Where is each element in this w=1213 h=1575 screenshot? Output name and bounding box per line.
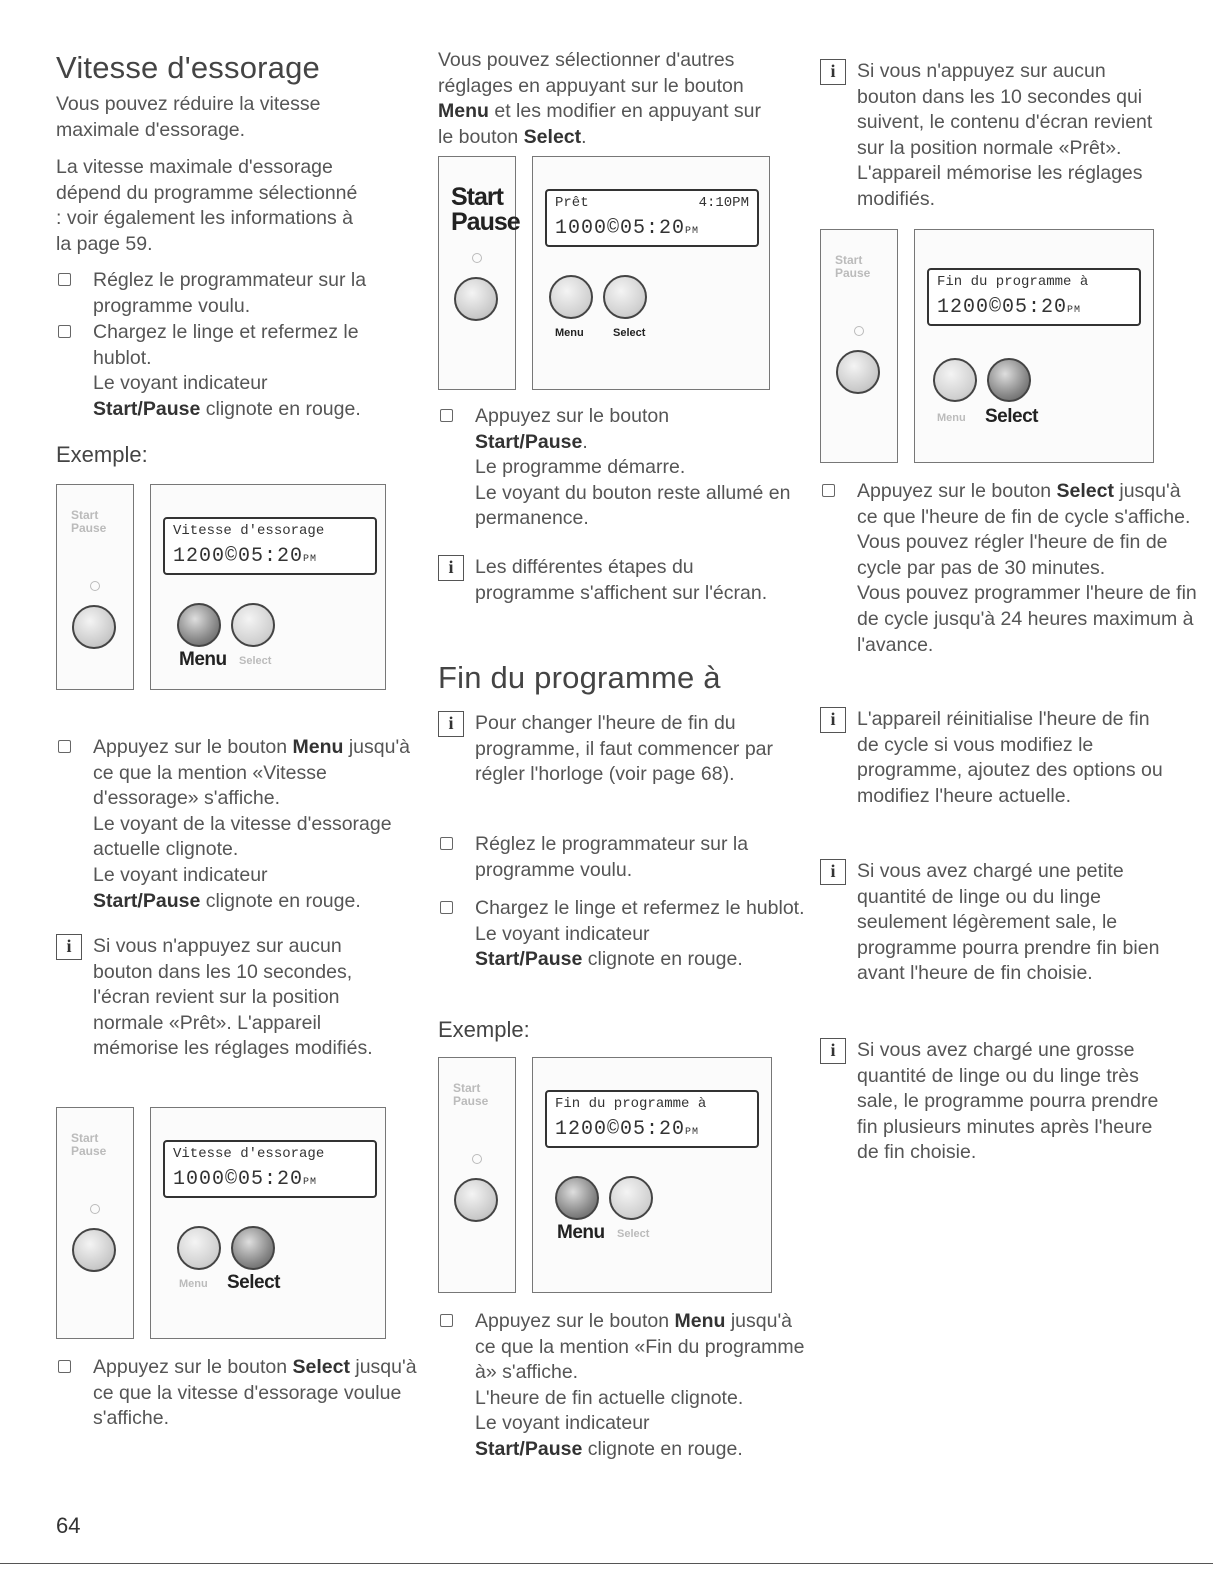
step-text: Le programme démarre. bbox=[475, 456, 686, 479]
select-label: Select bbox=[239, 655, 272, 667]
display-panel-illustration bbox=[438, 156, 770, 390]
info-note bbox=[820, 1038, 1167, 1166]
display-area bbox=[150, 1107, 386, 1339]
display-panel-illustration bbox=[820, 229, 1154, 463]
start-pause-button bbox=[454, 1178, 498, 1222]
checkbox-icon bbox=[58, 325, 71, 338]
select-label: Select bbox=[227, 1272, 280, 1293]
bold-term: Start/Pause bbox=[475, 948, 583, 971]
start-pause-label: Start Pause bbox=[451, 183, 520, 236]
select-label: Select bbox=[613, 327, 646, 339]
display-panel-illustration bbox=[56, 484, 386, 690]
checkbox-icon bbox=[822, 484, 835, 497]
lcd-screen bbox=[163, 517, 377, 575]
start-pause-label: Start Pause bbox=[453, 1081, 489, 1108]
step-item bbox=[438, 1309, 815, 1463]
example-label: Exemple: bbox=[56, 442, 148, 467]
step-text: clignote en rouge. bbox=[205, 889, 361, 912]
bold-term: Menu bbox=[292, 736, 344, 758]
info-icon: i bbox=[56, 934, 82, 960]
lcd-screen bbox=[927, 268, 1141, 326]
checkbox-icon bbox=[58, 1360, 71, 1373]
info-icon: i bbox=[820, 859, 846, 885]
step-text: clignote en rouge. bbox=[587, 1437, 743, 1460]
select-label: Select bbox=[617, 1228, 650, 1240]
menu-button bbox=[177, 1226, 221, 1270]
lcd-line-2: 1200©05:20PM bbox=[937, 296, 1082, 319]
checkbox-icon bbox=[58, 740, 71, 753]
checkbox-icon bbox=[440, 837, 453, 850]
select-button bbox=[609, 1176, 653, 1220]
step-text: Le voyant de la vitesse d'essorage actuelle clignote. bbox=[93, 812, 392, 861]
step-text: L'heure de fin actuelle clignote. bbox=[475, 1386, 744, 1409]
paragraph: La vitesse maximale d'essorage dépend du programme sélectionné : voir également les informations à la page 59. bbox=[56, 156, 358, 255]
step-text: Chargez le linge et refermez le hublot. bbox=[93, 321, 359, 369]
step-item bbox=[438, 896, 805, 973]
info-text: L'appareil réinitialise l'heure de fin de cycle si vous modifiez le programme, ajoutez des options ou modifiez l'heure actuelle. bbox=[857, 708, 1163, 807]
led-icon bbox=[854, 326, 864, 336]
checkbox-icon bbox=[440, 901, 453, 914]
checkbox-icon bbox=[440, 409, 453, 422]
lcd-line-2: 1200©05:20PM bbox=[173, 545, 318, 568]
lcd-screen bbox=[545, 1090, 759, 1148]
start-pause-label: Start Pause bbox=[71, 1131, 107, 1158]
select-button bbox=[231, 1226, 275, 1270]
step-item bbox=[56, 320, 413, 422]
checkbox-icon bbox=[440, 1314, 453, 1327]
display-area bbox=[532, 156, 770, 390]
start-pause-panel bbox=[56, 1107, 134, 1339]
lcd-screen bbox=[545, 189, 759, 247]
start-pause-label: Start Pause bbox=[71, 508, 107, 535]
info-text: Les différentes étapes du programme s'affichent sur l'écran. bbox=[475, 556, 768, 604]
bold-term: Start/Pause bbox=[475, 1437, 583, 1460]
info-icon: i bbox=[820, 59, 846, 85]
start-pause-button bbox=[72, 605, 116, 649]
menu-button bbox=[177, 603, 221, 647]
start-pause-panel bbox=[56, 484, 134, 690]
info-text: Si vous n'appuyez sur aucun bouton dans les 10 secondes qui suivent, le contenu d'écran revient sur la position normale «Prêt». L'appareil mémorise les réglages modifiés. bbox=[857, 60, 1153, 210]
start-pause-panel bbox=[438, 156, 520, 390]
info-text: Pour changer l'heure de fin du programme, il faut commencer par régler l'horloge (voir page 68). bbox=[475, 712, 774, 786]
lcd-line-1: Vitesse d'essorage bbox=[173, 523, 325, 539]
display-area bbox=[150, 484, 386, 690]
step-text: Le voyant indicateur bbox=[475, 1412, 650, 1435]
step-item: Appuyez sur le bouton Start/Pause. Le programme démarre. Le voyant du bouton reste allumé en permanence. bbox=[438, 404, 805, 532]
start-pause-button bbox=[454, 277, 498, 321]
bold-term: Menu bbox=[674, 1310, 726, 1332]
section-title-fin-programme: Fin du programme à bbox=[438, 660, 721, 695]
step-item bbox=[56, 1355, 423, 1432]
lcd-screen bbox=[163, 1140, 377, 1198]
lcd-time: 4:10PM bbox=[698, 195, 749, 211]
select-button bbox=[603, 275, 647, 319]
start-pause-label: Start Pause bbox=[835, 253, 871, 280]
step-item bbox=[820, 479, 1202, 658]
info-note bbox=[820, 707, 1167, 809]
lcd-line-1: Fin du programme à bbox=[937, 274, 1089, 290]
display-panel-illustration bbox=[56, 1107, 386, 1339]
step-text: Réglez le programmateur sur la programme voulu. bbox=[475, 833, 749, 881]
display-area bbox=[914, 229, 1154, 463]
step-item bbox=[56, 268, 413, 319]
step-text: Le voyant du bouton reste allumé en permanence. bbox=[475, 481, 791, 530]
led-icon bbox=[472, 1154, 482, 1164]
step-text: jusqu'à ce que la vitesse d'essorage voulue s'affiche. bbox=[93, 1356, 417, 1430]
menu-label: Menu bbox=[179, 1278, 208, 1290]
menu-label: Menu bbox=[557, 1222, 605, 1243]
paragraph: Vous pouvez réduire la vitesse maximale d'essorage. bbox=[56, 93, 321, 141]
step-text: Appuyez sur le bouton bbox=[475, 1310, 670, 1332]
bold-term: Start/Pause bbox=[93, 889, 201, 912]
select-button bbox=[231, 603, 275, 647]
menu-button bbox=[549, 275, 593, 319]
lcd-line-1: Fin du programme à bbox=[555, 1096, 707, 1112]
lcd-line-2: 1000©05:20PM bbox=[555, 217, 700, 240]
info-text: Si vous avez chargé une petite quantité de linge ou du linge seulement légèrement sale, le programme pourra prendre fin bien avant l'heure de fin choisie. bbox=[857, 860, 1160, 985]
info-note bbox=[56, 934, 393, 1062]
led-icon bbox=[90, 581, 100, 591]
start-pause-panel bbox=[438, 1057, 516, 1293]
step-text: Vous pouvez programmer l'heure de fin de cycle jusqu'à 24 heures maximum à l'avance. bbox=[857, 582, 1197, 656]
bold-term: Select bbox=[292, 1356, 350, 1378]
bold-term: Start/Pause bbox=[475, 430, 583, 453]
start-pause-button bbox=[72, 1228, 116, 1272]
step-text: Le voyant indicateur bbox=[93, 863, 268, 886]
step-text: jusqu'à ce que la mention «Vitesse d'essorage» s'affiche. bbox=[93, 736, 411, 810]
step-text: clignote en rouge. bbox=[587, 948, 743, 971]
step-text: Appuyez sur le bouton bbox=[93, 1356, 288, 1378]
step-text: Appuyez sur le bouton bbox=[475, 405, 670, 427]
display-area bbox=[532, 1057, 772, 1293]
step-text: Appuyez sur le bouton bbox=[857, 480, 1052, 502]
bold-term: Select bbox=[1056, 480, 1114, 502]
info-note bbox=[820, 59, 1167, 213]
select-label: Select bbox=[985, 406, 1038, 427]
step-item bbox=[438, 832, 805, 883]
footer-rule bbox=[0, 1563, 1213, 1564]
menu-label: Menu bbox=[179, 649, 227, 670]
step-text: Le voyant indicateur bbox=[475, 922, 650, 945]
start-pause-button bbox=[836, 350, 880, 394]
step-text: Chargez le linge et refermez le hublot. bbox=[475, 897, 805, 919]
section-title-vitesse: Vitesse d'essorage bbox=[56, 50, 320, 85]
info-note bbox=[820, 859, 1167, 987]
info-icon: i bbox=[820, 707, 846, 733]
page-number: 64 bbox=[56, 1513, 81, 1538]
step-item bbox=[56, 735, 423, 914]
led-icon bbox=[472, 253, 482, 263]
display-panel-illustration bbox=[438, 1057, 772, 1293]
step-text: jusqu'à ce que la mention «Fin du programme à» s'affiche. bbox=[475, 1310, 805, 1384]
step-text: Réglez le programmateur sur la programme voulu. bbox=[93, 269, 367, 317]
lcd-line-1: Vitesse d'essorage bbox=[173, 1146, 325, 1162]
info-icon: i bbox=[820, 1038, 846, 1064]
info-text: Si vous avez chargé une grosse quantité de linge ou du linge très sale, le programme pourra prendre fin plusieurs minutes après l'heure de fin choisie. bbox=[857, 1039, 1159, 1164]
select-button bbox=[987, 358, 1031, 402]
info-note bbox=[438, 711, 785, 788]
menu-button bbox=[933, 358, 977, 402]
info-icon: i bbox=[438, 555, 464, 581]
step-text: Appuyez sur le bouton bbox=[93, 736, 288, 758]
led-icon bbox=[90, 1204, 100, 1214]
menu-button bbox=[555, 1176, 599, 1220]
lcd-line-1: Prêt bbox=[555, 195, 589, 211]
step-text: jusqu'à ce que l'heure de fin de cycle s'affiche. Vous pouvez régler l'heure de fin de cycle par pas de 30 minutes. bbox=[857, 480, 1191, 579]
paragraph: Vous pouvez sélectionner d'autres réglages en appuyant sur le bouton Menu et les modifier en appuyant sur le bouton Select. bbox=[438, 49, 761, 148]
menu-label: Menu bbox=[555, 327, 584, 339]
checkbox-icon bbox=[58, 273, 71, 286]
lcd-line-2: 1200©05:20PM bbox=[555, 1118, 700, 1141]
menu-label: Menu bbox=[937, 412, 966, 424]
bold-term: Start/Pause bbox=[93, 397, 201, 420]
start-pause-panel bbox=[820, 229, 898, 463]
info-icon: i bbox=[438, 711, 464, 737]
step-text: Le voyant indicateur bbox=[93, 372, 268, 395]
step-text: clignote en rouge. bbox=[205, 397, 361, 420]
lcd-line-2: 1000©05:20PM bbox=[173, 1168, 318, 1191]
example-label: Exemple: bbox=[438, 1017, 530, 1042]
info-text: Si vous n'appuyez sur aucun bouton dans les 10 secondes, l'écran revient sur la position normale «Prêt». L'appareil mémorise les réglages modifiés. bbox=[93, 935, 373, 1060]
info-note bbox=[438, 555, 775, 606]
